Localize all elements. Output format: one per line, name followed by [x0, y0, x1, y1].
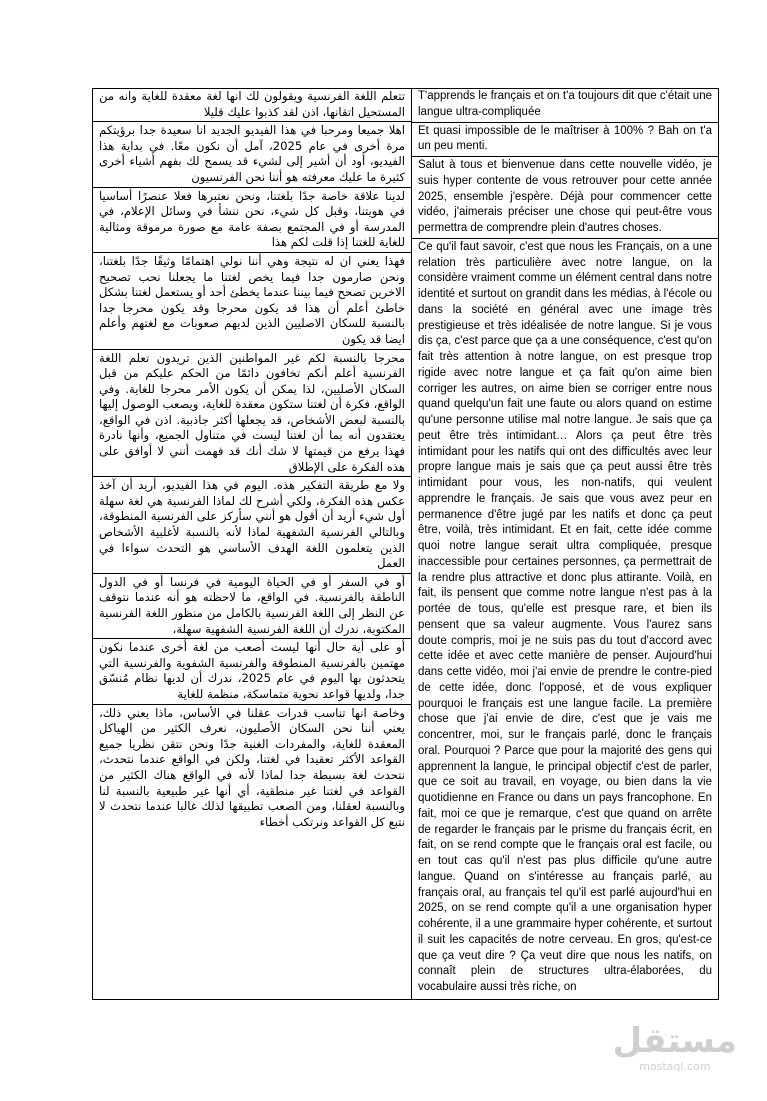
arabic-paragraph-1: تتعلم اللغة الفرنسية ويقولون لك انها لغة معقدة للغاية وانه من المستحيل اتقانها، اذن لقد كذبوا عليك قليلا [99, 89, 405, 119]
row-divider [93, 252, 411, 253]
row-divider [93, 187, 411, 188]
french-paragraph-1: T'apprends le français et on t'a toujours dit que c'était une langue ultra-compliquée [418, 90, 712, 118]
arabic-paragraph-4: فهذا يعني ان له نتيجة وهي أننا نولي اهتمامًا وثيقًا جدًا بلغتنا، ونحن صارمون جدا فيما يخص لغتنا ما يجعلنا نحب تصحيح الاخرين تصحح فيما بيننا عندما يخطئ أحد أو يستعمل لغتنا بشكل خاطئ أعلم أن هذا قد يكون محرجا وقد يكون محرجا جدا بالنسبة للسكان الاصليين الذين لديهم صعوبات مع لغتهم وأعلم ايضا قد يكون [99, 253, 405, 346]
arabic-paragraph-8: أو على أية حال أنها ليست أصعب من لغة أخرى عندما نكون مهتمين بالفرنسية المنطوقة والفرنسية الشفوية والفرنسية التي يتحدثون بها اليوم في عام 2025، ندرك أن لديها نظام مُنسّق جدا، ولديها قواعد نحوية متماسكة، منظمة للغاية [99, 640, 405, 701]
french-paragraph-2: Et quasi impossible de le maîtriser à 100% ? Bah on t'a un peu menti. [418, 124, 712, 153]
bilingual-translation-table [92, 88, 719, 1000]
row-divider [412, 122, 718, 123]
french-paragraph-3: Salut à tous et bienvenue dans cette nouvelle vidéo, je suis hyper contente de vous retrouver pour cette année 2025, ensemble j'espère. Déjà pour commencer cette vidéo, j'aimerais préciser une chose qui peut-être vous permettra de comprendre plein d'autres choses. [418, 159, 712, 234]
mostaql-logo: مستقل [612, 1021, 737, 1061]
arabic-column [93, 89, 412, 1000]
row-divider [93, 121, 411, 122]
table-row [93, 89, 719, 1000]
arabic-paragraph-5: محرجا بالنسبة لكم غير المواطنين الذين تريدون تعلم اللغة الفرنسية أعلم أنكم تخافون دائمًا من الحكم عليكم من قبل السكان الأصليين، لذا يمكن أن يكون الأمر محرجا للغاية. وفي الواقع، فكرة أن لغتنا ستكون معقدة للغاية، ويصعب الوصول إليها بالنسبة لبعض الأشخاص، قد يجعلها أكثر جاذبية. اذن في الواقع، يعتقدون أنه بما أن لغتنا ليست في متناول الجميع، وأنها نادرة فهذا يرفع من قيمتها لا شك أنك قد فهمت أنني لا أوافق على هذه الفكرة على الإطلاق [98, 350, 405, 474]
row-divider [93, 573, 411, 574]
mostaql-site: mostaql.com [639, 1060, 711, 1073]
french-paragraph-4: Ce qu'il faut savoir, c'est que nous les Français, on a une relation très particulière avec notre langue, on la considère vraiment comme un élément central dans notre identité et surtout on grandit dans les médias, à l'école ou dans la société en général avec une image très prestigieuse et très idéalisée de notre langue. Si je vous dis ça, c'est parce que ça a une conséquence, c'est qu'on fait très attention à notre langue, on est presque trop rigide avec notre langue et ça fait qu'on aime bien corriger les autres, on aime bien se corriger entre nous quand quelqu'un fait une faute ou alors quand on estime qu'une personne utilise mal notre langue. Je sais que ça peut être très intimidant… Alors ça peut être très intimidant pour les natifs qui ont des difficultés avec leur propre langue mais je sais que ça peut aussi être très intimidant pour vous, les non-natifs, qui veulent apprendre le français. Je sais que vous avez peur en permanence d'être jugé par les natifs et donc ça peut être, voilà, très intimidant. Et en fait, cette idée comme quoi notre langue serait ultra compliquée, presque inaccessible pour certaines personnes, ça permettrait de la rendre plus attractive et donc plus attirante. Voilà, en fait, ils pensent que comme notre langue n'est pas à la portée de tous, qu'elle est presque rare, et bien ils pensent que sa valeur augmente. Vous l'aurez sans doute compris, moi je ne suis pas du tout d'accord avec cette idée et avec cette manière de penser. Aujourd'hui dans cette vidéo, moi j'ai envie de prendre le contre-pied de cette idée, donc l'opposé, et de vous expliquer pourquoi le français est une langue facile. La première chose que j'ai envie de dire, c'est que je vais me concentrer, moi, sur le français parlé, donc le français oral. Pourquoi ? Parce que pour la majorité des gens qui apprennent la langue, le principal objectif c'est de parler, que ce soit au travail, en voyage, ou bien dans la vie quotidienne en France ou dans un pays francophone. En fait, moi ce que je remarque, c'est que quand on arrête de regarder le français par le prisme du français écrit, en fait, on se rend compte que le français oral est facile, ou en tout cas qu'il n'est pas plus difficile qu'une autre langue. Quand on s'intéresse au français parlé, au français oral, au français tel qu'il est parlé aujourd'hui en 2025, on se rend compte qu'il a une organisation hyper cohérente, il a une grammaire hyper cohérente, et surtout il suit les capacités de notre cerveau. En gros, qu'est-ce que ça veut dire ? Ça veut dire que nous les natifs, on connaît plein de structures ultra-élaborées, du vocabulaire aussi très riche, on [418, 240, 712, 993]
row-divider [93, 704, 411, 705]
french-column [412, 89, 719, 1000]
arabic-paragraph-3: لدينا علاقة خاصة جدًا بلغتنا، ونحن نعتبرها فعلا عنصرًا أساسيا في هويتنا، وقبل كل شيء، نحن ننشأ في وسائل الإعلام، في المدرسة أو في المجتمع بصفة عامة مع صورة مرموقة ومثالية للغاية للغتنا إذا قلت لكم هذا [99, 188, 405, 250]
mostaql-watermark [613, 1022, 737, 1073]
arabic-paragraph-9: وخاصة انها تناسب قدرات عقلنا في الأساس، ماذا يعني ذلك، يعني أننا نحن السكان الأصليون، نعرف الكثير من الهياكل المعقدة للغاية، والمفردات الغنية جدًا ونحن نتقن نظريا جميع القواعد الأكثر تعقيدا في لغتنا، ولكن في الواقع عندما نتحدث، نتحدث لغة بسيطة جدا لماذا لأنه في الواقع هناك الكثير من القواعد في لغتنا غير منطقية، أي أنها غير طبيعية بالنسبة لنا وبالنسبة لعقلنا، ومن الصعب تطبيقها لذلك غالبا عندما نتحدث لا نتبع كل القواعد ونرتكب أخطاء [99, 705, 405, 829]
arabic-paragraph-6: ولا مع طريقة التفكير هذه. اليوم في هذا الفيديو، أريد أن آخذ عكس هذه الفكرة، ولكي أشرح لك لماذا الفرنسية هي لغة سهلة أول شيء أريد أن أقول هو أنني سأركز على الفرنسية المنطوقة، وبالتالي الفرنسية الشفهية لماذا لأنه بالنسبة لأغلبية الأشخاص الذين يتعلمون اللغة الهدف الأساسي هو التحدث سواءا في العمل [99, 478, 405, 571]
row-divider [412, 156, 718, 157]
row-divider [93, 349, 411, 350]
arabic-paragraph-2: اهلا جميعا ومرحبا في هذا الفيديو الجديد انا سعيدة جدا برؤيتكم مرة أخرى في عام 2025، آمل أن نكون معًا. في بداية هذا الفيديو، أود أن أشير إلى لشيء قد يسمح لك بفهم أشياء أخرى كثيرة ما عليك معرفته هو أننا نحن الفرنسيون [99, 123, 405, 184]
row-divider [412, 238, 718, 239]
arabic-paragraph-7: أو في السفر أو في الحياة اليومية في فرنسا أو في الدول الناطقة بالفرنسية. في الواقع، ما لاحظته هو أنه عندما نتوقف عن النظر إلى اللغة الفرنسية بالكامل من منظور اللغة الفرنسية المكتوبة، ندرك أن اللغة الفرنسية الشفهية سهلة، [99, 574, 405, 636]
